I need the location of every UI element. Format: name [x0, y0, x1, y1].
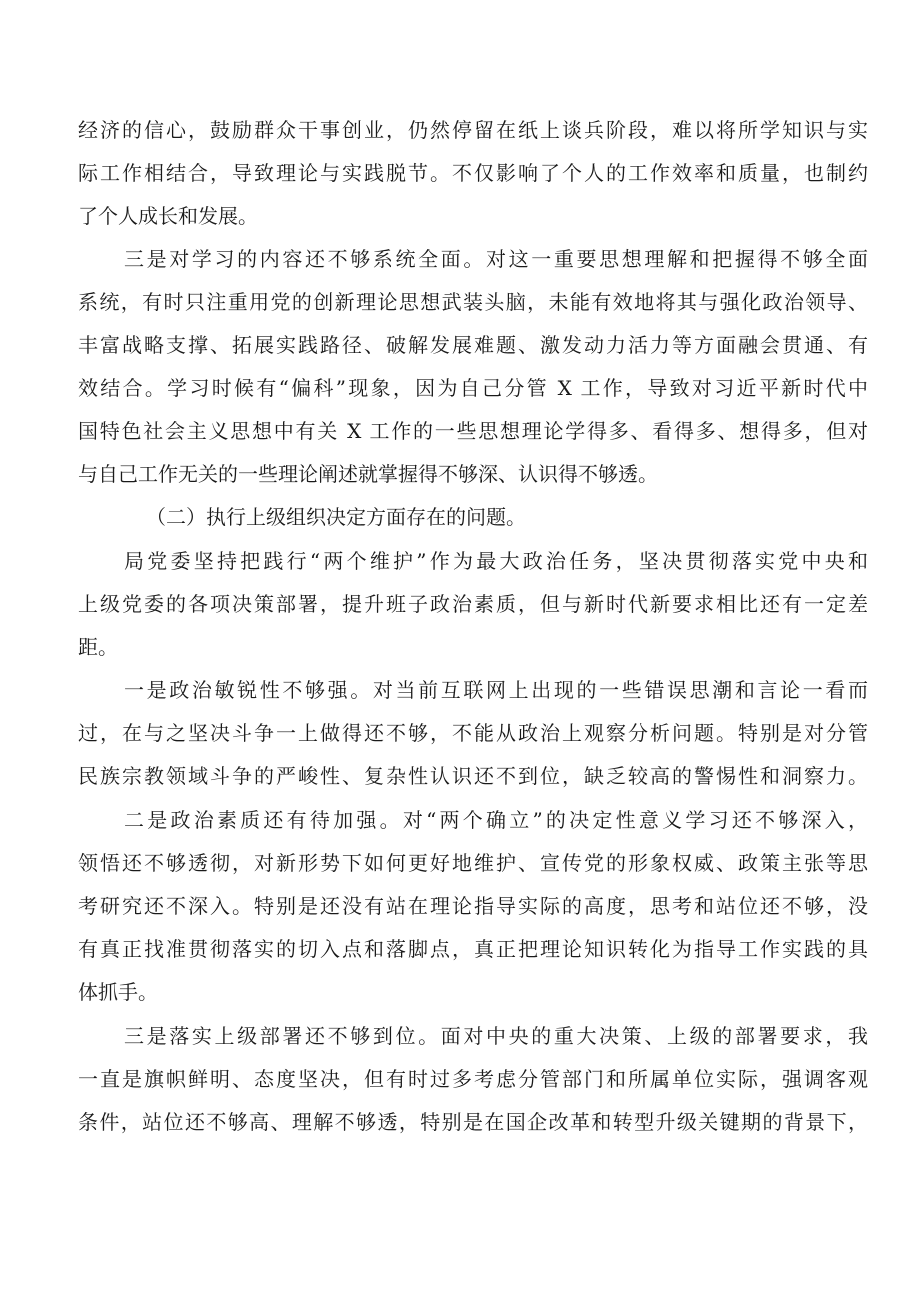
paragraph-line: 丰富战略支撑、拓展实践路径、破解发展难题、激发动力活力等方面融会贯通、有: [78, 333, 868, 357]
paragraph-line: 了个人成长和发展。: [78, 204, 258, 228]
paragraph-line: 系统，有时只注重用党的创新理论思想武装头脑，未能有效地将其与强化政治领导、: [78, 290, 868, 314]
paragraph-line: 局党委坚持把践行“两个维护”作为最大政治任务，坚决贯彻落实党中央和: [124, 549, 868, 573]
paragraph-line: 与自己工作无关的一些理论阐述就掌握得不够深、认识得不够透。: [78, 462, 658, 486]
paragraph-line: 一直是旗帜鲜明、态度坚决，但有时过多考虑分管部门和所属单位实际，强调客观: [78, 1067, 868, 1091]
paragraph-line: 效结合。学习时候有“偏科”现象，因为自己分管 X 工作，导致对习近平新时代中: [78, 376, 868, 400]
paragraph-line: 条件，站位还不够高、理解不够透，特别是在国企改革和转型升级关键期的背景下，: [78, 1110, 868, 1134]
paragraph-line: 考研究还不深入。特别是还没有站在理论指导实际的高度，思考和站位还不够，没: [78, 894, 868, 918]
paragraph-line: 一是政治敏锐性不够强。对当前互联网上出现的一些错误思潮和言论一看而: [124, 678, 868, 702]
paragraph-line: 体抓手。: [78, 980, 158, 1004]
paragraph-line: 距。: [78, 635, 118, 659]
paragraph-line: 经济的信心，鼓励群众干事创业，仍然停留在纸上谈兵阶段，难以将所学知识与实: [78, 118, 868, 142]
paragraph-line: 二是政治素质还有待加强。对“两个确立”的决定性意义学习还不够深入，: [124, 808, 868, 832]
paragraph-line: 国特色社会主义思想中有关 X 工作的一些思想理论学得多、看得多、想得多，但对: [78, 419, 868, 443]
paragraph-line: 三是对学习的内容还不够系统全面。对这一重要思想理解和把握得不够全面: [124, 247, 868, 271]
paragraph-line: 有真正找准贯彻落实的切入点和落脚点，真正把理论知识转化为指导工作实践的具: [78, 937, 868, 961]
paragraph-line: 三是落实上级部署还不够到位。面对中央的重大决策、上级的部署要求，我: [124, 1024, 868, 1048]
paragraph-line: 上级党委的各项决策部署，提升班子政治素质，但与新时代新要求相比还有一定差: [78, 592, 868, 616]
section-heading: （二）执行上级组织决定方面存在的问题。: [146, 505, 526, 529]
paragraph-line: 际工作相结合，导致理论与实践脱节。不仅影响了个人的工作效率和质量，也制约: [78, 161, 868, 185]
paragraph-line: 民族宗教领域斗争的严峻性、复杂性认识还不到位，缺乏较高的警惕性和洞察力。: [78, 764, 868, 788]
paragraph-line: 过，在与之坚决斗争一上做得还不够，不能从政治上观察分析问题。特别是对分管: [78, 721, 868, 745]
paragraph-line: 领悟还不够透彻，对新形势下如何更好地维护、宣传党的形象权威、政策主张等思: [78, 851, 868, 875]
